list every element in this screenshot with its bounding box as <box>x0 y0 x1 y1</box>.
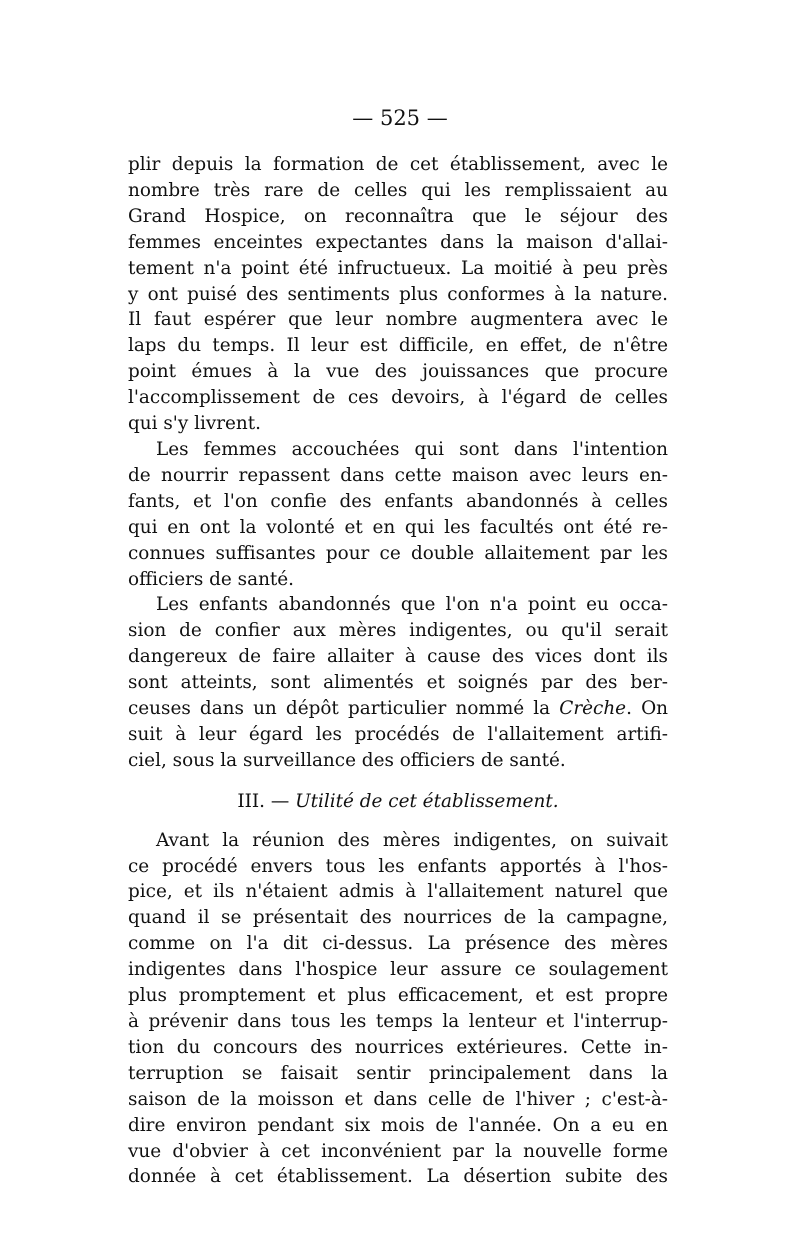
paragraph-4 <box>128 828 668 1191</box>
text-line: connues suffisantes pour ce double allaitement par les <box>128 542 668 564</box>
paragraph-2 <box>128 437 668 592</box>
text-line: donnée à cet établissement. La désertion subite des <box>128 1166 668 1188</box>
text-line: ce procédé envers tous les enfants apportés à l'hos- <box>128 855 668 877</box>
paragraph-1 <box>128 152 668 437</box>
text-line: y ont puisé des sentiments plus conformes à la nature. <box>128 283 668 305</box>
text-line: sion de confier aux mères indigentes, ou qu'il serait <box>128 620 668 642</box>
text-line: pice, et ils n'étaient admis à l'allaitement naturel que <box>128 881 668 903</box>
text-line: point émues à la vue des jouissances que procure <box>128 361 668 383</box>
text-line: à prévenir dans tous les temps la lenteur et l'interrup- <box>128 1011 668 1032</box>
text-line: saison de la moisson et dans celle de l'hiver ; c'est-à- <box>128 1088 668 1110</box>
text-line: qui en ont la volonté et en qui les facultés ont été re- <box>128 516 668 538</box>
section-title: Utilité de cet établissement. <box>295 790 559 812</box>
text-line: dire environ pendant six mois de l'année. On a eu en <box>128 1114 668 1136</box>
text-segment: ceuses dans un dépôt particulier nommé la <box>128 698 560 720</box>
section-heading <box>128 789 668 815</box>
text-line: officiers de santé. <box>128 568 295 590</box>
text-line: Grand Hospice, on reconnaîtra que le séjour des <box>128 205 668 227</box>
text-line: plus promptement et plus efficacement, et est propre <box>128 985 668 1007</box>
text-segment: . On <box>626 698 668 720</box>
text-line: indigentes dans l'hospice leur assure ce soulagement <box>128 959 668 981</box>
text-line: vue d'obvier à cet inconvénient par la nouvelle forme <box>128 1140 668 1162</box>
section-number: III. — <box>237 790 296 812</box>
text-line: tement n'a point été infructueux. La moitié à peu près <box>128 257 668 279</box>
page-body <box>128 152 668 1190</box>
text-line: terruption se faisait sentir principalement dans la <box>128 1062 668 1084</box>
text-line: qui s'y livrent. <box>128 413 261 435</box>
text-line: suit à leur égard les procédés de l'allaitement artifi- <box>128 723 668 745</box>
text-line: l'accomplissement de ces devoirs, à l'égard de celles <box>128 387 668 409</box>
text-line: tion du concours des nourrices extérieures. Cette in- <box>128 1036 668 1058</box>
text-line: laps du temps. Il leur est difficile, en effet, de n'être <box>128 335 668 357</box>
text-line: Avant la réunion des mères indigentes, on suivait <box>156 829 668 851</box>
paragraph-3 <box>128 592 668 773</box>
text-line: dangereux de faire allaiter à cause des vices dont ils <box>128 646 668 668</box>
text-line: plir depuis la formation de cet établissement, avec le <box>128 154 668 175</box>
text-line: ciel, sous la surveillance des officiers de santé. <box>128 749 566 771</box>
text-line: quand il se présentait des nourrices de la campagne, <box>128 907 668 929</box>
text-line-creche <box>128 696 668 722</box>
text-line: comme on l'a dit ci-dessus. La présence des mères <box>128 933 668 955</box>
text-line: fants, et l'on confie des enfants abandonnés à celles <box>128 490 668 512</box>
creche-word: Crèche <box>559 698 627 720</box>
text-line: Les enfants abandonnés que l'on n'a point eu occa- <box>156 594 668 616</box>
text-line: de nourrir repassent dans cette maison avec leurs en- <box>128 464 668 486</box>
text-line: nombre très rare de celles qui les remplissaient au <box>128 179 668 201</box>
text-line: Les femmes accouchées qui sont dans l'intention <box>156 438 668 460</box>
text-line: sont atteints, sont alimentés et soignés par des ber- <box>128 672 668 694</box>
text-line: Il faut espérer que leur nombre augmentera avec le <box>128 309 668 331</box>
text-line: femmes enceintes expectantes dans la maison d'allai- <box>128 231 668 253</box>
page-number: — 525 — <box>352 106 448 130</box>
